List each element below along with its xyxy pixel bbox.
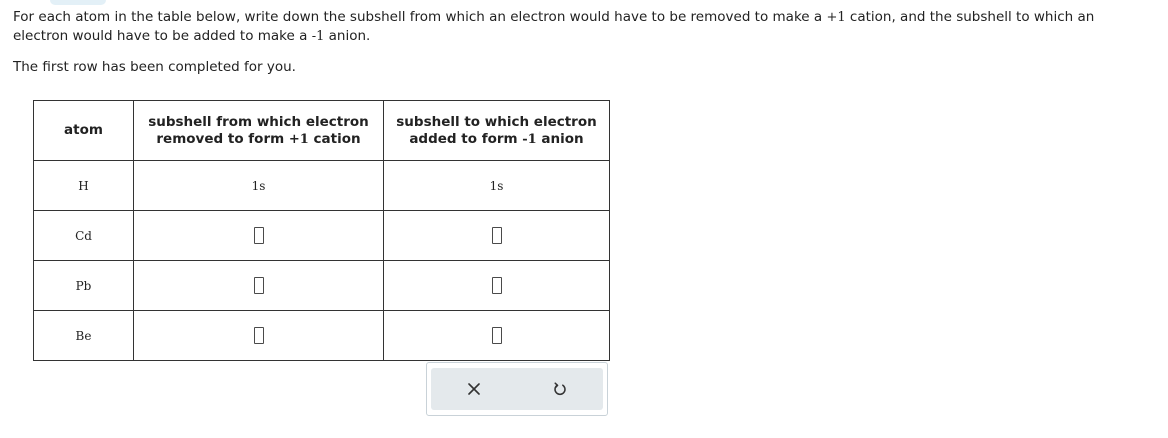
header-cation-line1: subshell from which electron	[148, 113, 369, 130]
cation-cell	[134, 161, 384, 211]
anion-cell	[384, 161, 610, 211]
atom-cell	[34, 261, 134, 311]
charge-minus-one: -1	[311, 29, 325, 44]
header-anion-charge: -1	[522, 131, 537, 147]
cation-cell	[134, 261, 384, 311]
atom-cell	[34, 211, 134, 261]
table-row	[34, 161, 610, 211]
header-cation-line2-pre: removed to form	[156, 130, 289, 147]
cation-subshell-input[interactable]	[254, 227, 264, 244]
anion-subshell-value: 1s	[489, 178, 504, 193]
header-cation	[134, 101, 384, 161]
undo-icon	[553, 382, 567, 396]
cation-subshell-input[interactable]	[254, 327, 264, 344]
table-row	[34, 311, 610, 361]
header-cation-line2-post: cation	[308, 130, 361, 147]
question-instructions	[13, 8, 1153, 46]
atom-cell	[34, 311, 134, 361]
intro-text-1: For each atom in the table below, write down the subshell from which an electron would have to be removed to make a	[13, 9, 827, 25]
cation-cell	[134, 211, 384, 261]
anion-cell	[384, 261, 610, 311]
anion-cell	[384, 311, 610, 361]
header-anion-line1: subshell to which electron	[396, 113, 597, 130]
subshell-table	[33, 100, 610, 361]
header-anion-line2-pre: added to form	[409, 130, 523, 147]
atom-label: Pb	[75, 278, 92, 293]
cation-subshell-value: 1s	[251, 178, 266, 193]
cation-subshell-input[interactable]	[254, 277, 264, 294]
charge-plus-one: +1	[826, 10, 846, 25]
atom-label: Be	[75, 328, 92, 343]
x-icon	[468, 383, 480, 395]
anion-subshell-input[interactable]	[492, 277, 502, 294]
header-anion-line2-post: anion	[536, 130, 584, 147]
header-anion	[384, 101, 610, 161]
cation-cell	[134, 311, 384, 361]
intro-text-3: anion.	[324, 28, 371, 44]
undo-button[interactable]	[517, 368, 603, 410]
table-row	[34, 211, 610, 261]
table-row	[34, 261, 610, 311]
atom-cell	[34, 161, 134, 211]
header-atom: atom	[34, 101, 134, 161]
atom-label: Cd	[75, 228, 92, 243]
action-bar-inner	[431, 368, 603, 410]
intro-text-2: cation, and the subshell to which an electron would have to be added to make a	[13, 9, 1095, 44]
anion-subshell-input[interactable]	[492, 327, 502, 344]
table-header-row	[34, 101, 610, 161]
first-row-note: The first row has been completed for you.	[13, 59, 296, 75]
anion-subshell-input[interactable]	[492, 227, 502, 244]
top-tab-indicator	[50, 0, 106, 5]
answer-action-bar	[426, 362, 608, 416]
anion-cell	[384, 211, 610, 261]
atom-label: H	[78, 178, 89, 193]
header-cation-charge: +1	[288, 131, 309, 147]
clear-button[interactable]	[431, 368, 517, 410]
